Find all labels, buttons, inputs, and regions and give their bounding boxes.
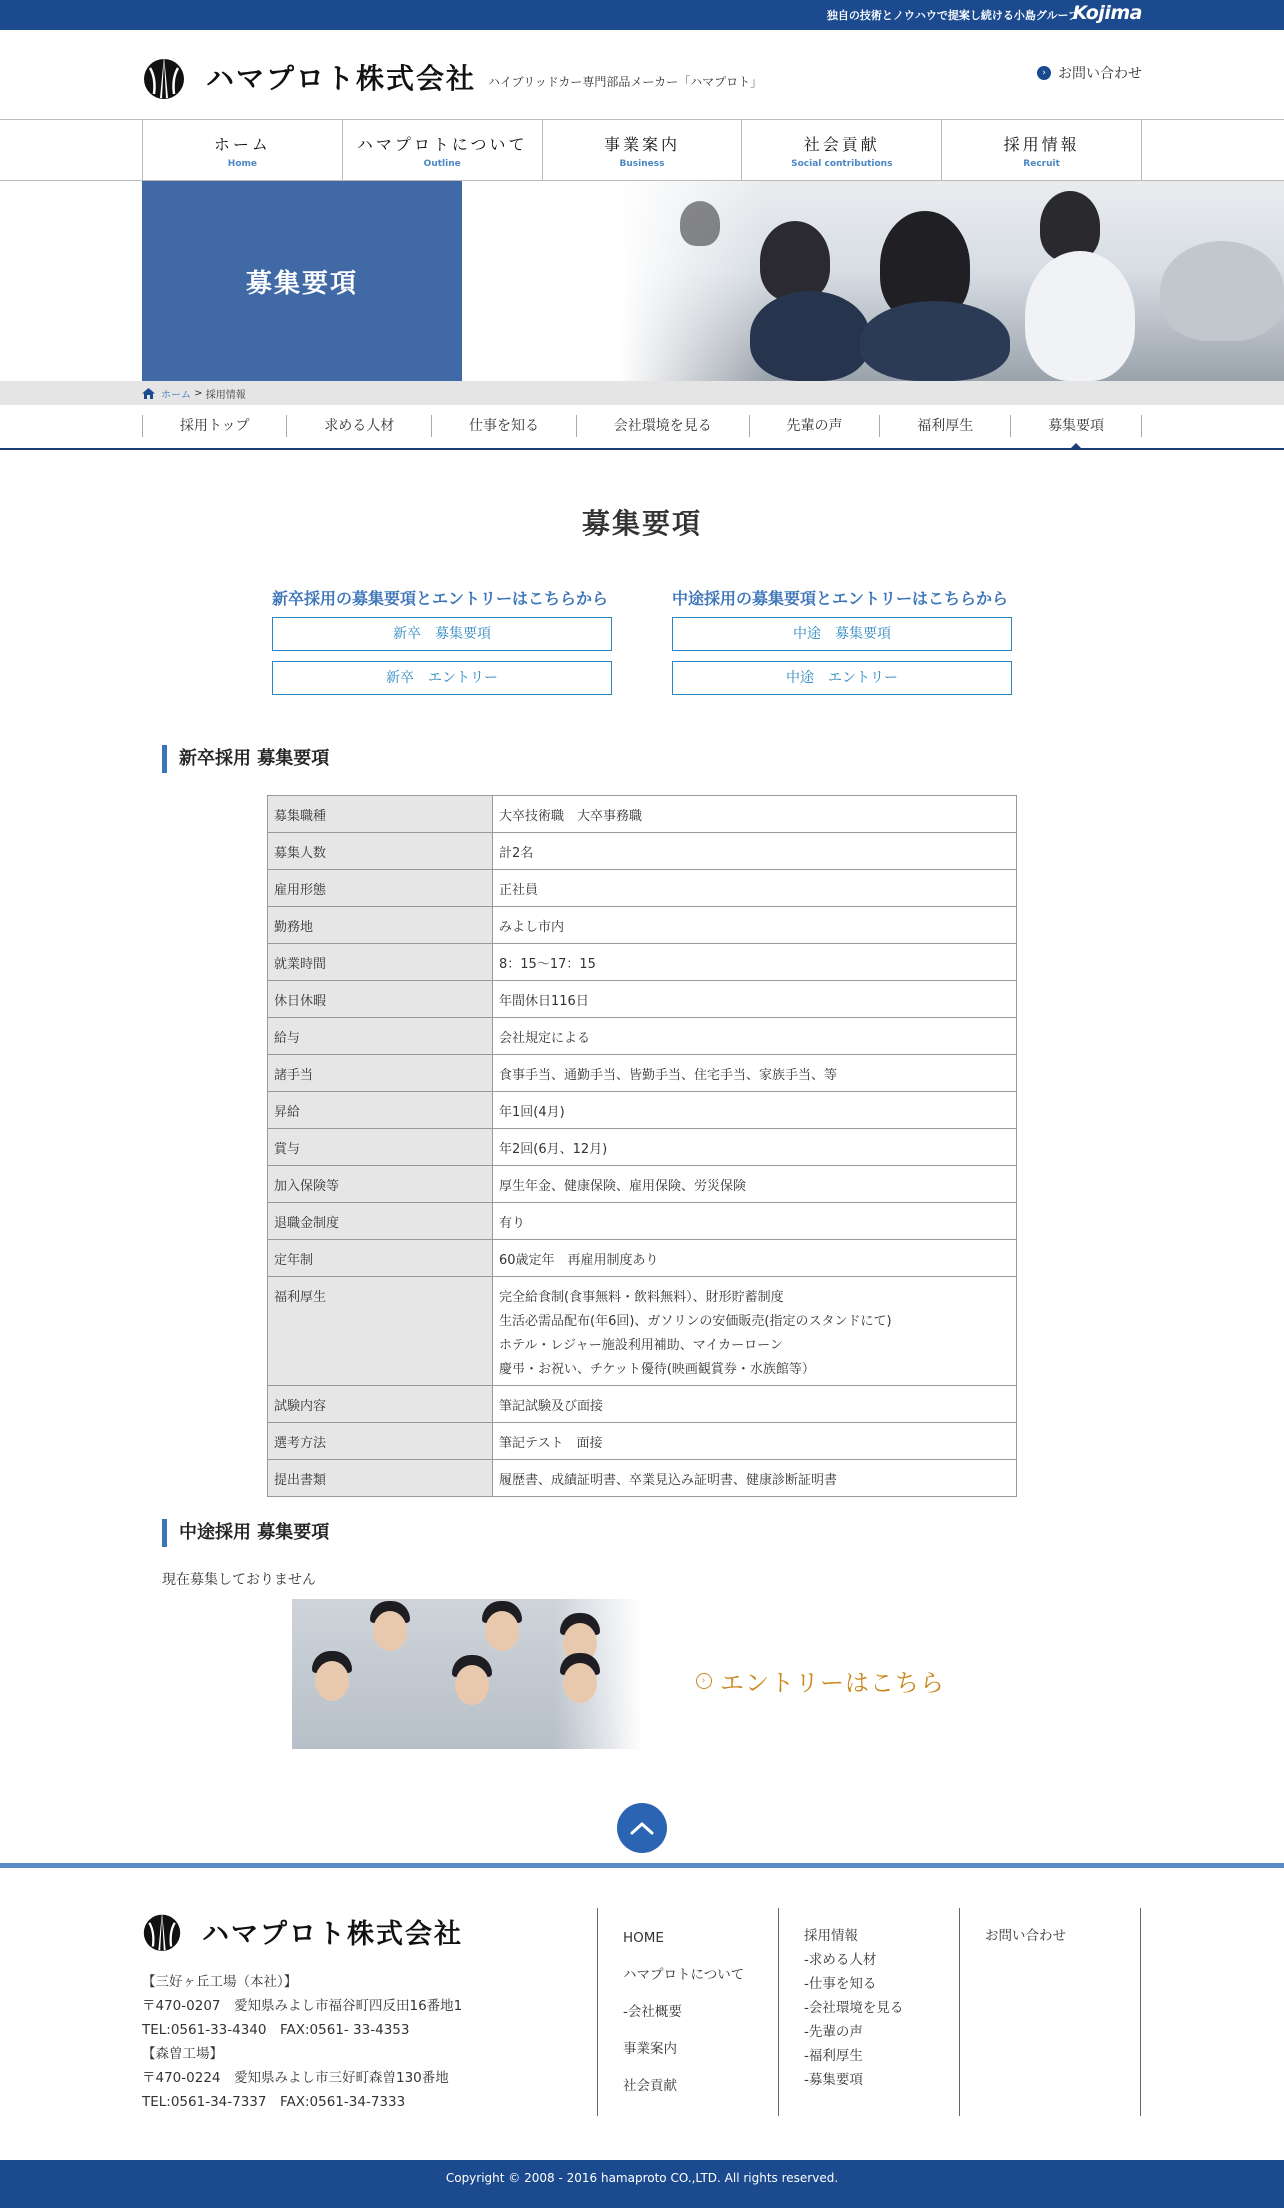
row-label: 試験内容: [268, 1386, 493, 1423]
table-row: [268, 944, 1017, 981]
new-grad-heading: 新卒採用の募集要項とエントリーはこちらから: [272, 589, 609, 608]
footer-link-social[interactable]: 社会貢献: [623, 2078, 677, 2094]
gnav-label: ハマプロトについて: [356, 135, 528, 154]
row-label: 募集人数: [268, 833, 493, 870]
global-nav: [0, 120, 1284, 181]
chevron-up-icon: [630, 1821, 654, 1835]
company-name: ハマプロト株式会社: [206, 62, 477, 95]
row-label: 勤務地: [268, 907, 493, 944]
row-value: 60歳定年 再雇用制度あり: [493, 1240, 1017, 1277]
mid-career-requirements-button[interactable]: 中途 募集要項: [672, 617, 1012, 651]
new-grad-requirements-button[interactable]: 新卒 募集要項: [272, 617, 612, 651]
company-emblem-icon: [142, 54, 186, 100]
gnav-label: 事業案内: [603, 135, 680, 154]
table-row: [268, 1460, 1017, 1497]
entry-links: [0, 586, 1284, 705]
site-header: [0, 30, 1284, 120]
row-label: 雇用形態: [268, 870, 493, 907]
footer-link-about[interactable]: ハマプロトについて: [623, 1967, 745, 1983]
row-label: 給与: [268, 1018, 493, 1055]
row-value: 8：15～17：15: [493, 944, 1017, 981]
row-value: みよし市内: [493, 907, 1017, 944]
address-line: 〒470-0207 愛知県みよし市福谷町四反田16番地1: [142, 1998, 463, 2014]
row-label: 提出書類: [268, 1460, 493, 1497]
table-row: [268, 1166, 1017, 1203]
mid-career-section-title: 中途採用 募集要項: [162, 1519, 1284, 1547]
address-line: 【森曽工場】: [142, 2046, 223, 2062]
welfare-line: ホテル・レジャー施設利用補助、マイカーローン: [499, 1338, 783, 1353]
address-line: TEL:0561-33-4340 FAX:0561- 33-4353: [142, 2022, 410, 2038]
row-label: 諸手当: [268, 1055, 493, 1092]
gnav-sublabel: Outline: [423, 159, 461, 169]
table-row: [268, 1203, 1017, 1240]
row-value: 筆記試験及び面接: [493, 1386, 1017, 1423]
gnav-item-business[interactable]: [543, 120, 743, 180]
company-description: ハイブリッドカー専門部品メーカー「ハマプロト」: [488, 74, 763, 89]
row-value: 有り: [493, 1203, 1017, 1240]
footer-col-1: [597, 1908, 778, 2116]
employees-photo: [292, 1599, 642, 1749]
gnav-sublabel: Recruit: [1023, 159, 1060, 169]
row-value: 厚生年金、健康保険、雇用保険、労災保険: [493, 1166, 1017, 1203]
contact-label: お問い合わせ: [1058, 66, 1142, 82]
breadcrumb-home-link[interactable]: ホーム: [161, 389, 191, 401]
row-label: 休日休暇: [268, 981, 493, 1018]
row-value: 筆記テスト 面接: [493, 1423, 1017, 1460]
entry-cta-label: エントリーはこちら: [720, 1669, 945, 1697]
breadcrumb-separator: >: [191, 387, 206, 399]
new-grad-entry-button[interactable]: 新卒 エントリー: [272, 661, 612, 695]
welfare-line: 慶弔・お祝い、チケット優待(映画観賞券・水族館等）: [499, 1362, 815, 1377]
footer-link-company-profile[interactable]: -会社概要: [623, 2004, 682, 2020]
no-recruit-message: 現在募集しておりません: [162, 1572, 316, 1588]
row-value: 大卒技術職 大卒事務職: [493, 796, 1017, 833]
row-value: 計2名: [493, 833, 1017, 870]
row-label: 定年制: [268, 1240, 493, 1277]
gnav-item-home[interactable]: [143, 120, 343, 180]
brand[interactable]: [142, 54, 762, 100]
requirements-table: [267, 795, 1017, 1497]
row-value: 年1回(4月): [493, 1092, 1017, 1129]
new-grad-section-title: 新卒採用 募集要項: [162, 745, 1284, 773]
breadcrumb: [0, 381, 1284, 405]
welfare-line: 完全給食制(食事無料・飲料無料）、財形貯蓄制度: [499, 1290, 784, 1305]
hero-photo: [620, 181, 1284, 381]
recruit-sub-nav: [0, 405, 1284, 450]
row-label: 福利厚生: [268, 1277, 493, 1386]
row-label: 加入保険等: [268, 1166, 493, 1203]
subnav-item-ideal-candidate[interactable]: 求める人材: [286, 415, 431, 437]
footer-link-seniors-voice[interactable]: -先輩の声: [804, 2024, 863, 2040]
footer-link-business[interactable]: 事業案内: [623, 2041, 677, 2057]
subnav-item-seniors-voice[interactable]: 先輩の声: [749, 415, 880, 437]
row-label: 賞与: [268, 1129, 493, 1166]
table-row: [268, 870, 1017, 907]
entry-cta[interactable]: [696, 1663, 945, 1698]
table-row: [268, 796, 1017, 833]
address-line: 【三好ヶ丘工場（本社）】: [142, 1974, 298, 1990]
mid-career-heading: 中途採用の募集要項とエントリーはこちらから: [672, 589, 1009, 608]
footer-link-contact[interactable]: お問い合わせ: [985, 1928, 1066, 1944]
mid-career-entry-button[interactable]: 中途 エントリー: [672, 661, 1012, 695]
row-label: 退職金制度: [268, 1203, 493, 1240]
row-label: 就業時間: [268, 944, 493, 981]
footer-link-job[interactable]: -仕事を知る: [804, 1976, 877, 1992]
footer-col-4: [1140, 1908, 1284, 2116]
address-line: 〒470-0224 愛知県みよし市三好町森曽130番地: [142, 2070, 449, 2086]
table-row: [268, 1092, 1017, 1129]
row-label: 募集職種: [268, 796, 493, 833]
table-row: [268, 1240, 1017, 1277]
subnav-item-job[interactable]: 仕事を知る: [431, 415, 576, 437]
group-slogan: 独自の技術とノウハウで提案し続ける小島グループ: [826, 9, 1079, 22]
hero-title: 募集要項: [245, 268, 358, 299]
gnav-item-social[interactable]: [742, 120, 942, 180]
new-grad-entry: [272, 586, 612, 705]
footer-sitemap: [597, 1908, 1284, 2116]
row-value: 食事手当、通勤手当、皆勤手当、住宅手当、家族手当、等: [493, 1055, 1017, 1092]
gnav-item-recruit[interactable]: [942, 120, 1142, 180]
table-row: [268, 981, 1017, 1018]
row-value: 正社員: [493, 870, 1017, 907]
footer-address: [142, 1970, 462, 2114]
home-icon: [142, 388, 155, 399]
welfare-line: 生活必需品配布(年6回)、ガソリンの安価販売(指定のスタンドにて): [499, 1314, 892, 1329]
chevron-right-icon: ›: [696, 1673, 712, 1689]
main-content: [0, 502, 1284, 1749]
subnav-item-environment[interactable]: 会社環境を見る: [576, 415, 749, 437]
footer-link-welfare[interactable]: -福利厚生: [804, 2048, 863, 2064]
hero-title-box: [142, 181, 462, 381]
hero-banner: [0, 181, 1284, 381]
subnav-item-top[interactable]: 採用トップ: [142, 415, 286, 437]
gnav-sublabel: Home: [227, 159, 257, 169]
footer-link-recruit[interactable]: 採用情報: [804, 1928, 858, 1944]
row-value: [493, 1277, 1017, 1386]
footer-col-3: [959, 1908, 1140, 2116]
table-row: [268, 1277, 1017, 1386]
top-bar: [0, 0, 1284, 30]
footer-link-home[interactable]: HOME: [623, 1930, 664, 1946]
mid-career-entry: [672, 586, 1012, 705]
footer-brand[interactable]: [142, 1910, 463, 1952]
table-row: [268, 1018, 1017, 1055]
gnav-label: 採用情報: [1003, 135, 1080, 154]
footer-col-2: [778, 1908, 959, 2116]
gnav-item-outline[interactable]: [343, 120, 543, 180]
page-top-button[interactable]: [617, 1803, 667, 1853]
gnav-label: ホーム: [213, 135, 271, 154]
address-line: TEL:0561-34-7337 FAX:0561-34-7333: [142, 2094, 406, 2110]
footer-company-name: ハマプロト株式会社: [202, 1918, 463, 1950]
table-row: [268, 1423, 1017, 1460]
page-title: 募集要項: [581, 507, 702, 540]
table-row: [268, 907, 1017, 944]
gnav-sublabel: Business: [619, 159, 665, 169]
subnav-item-welfare[interactable]: 福利厚生: [879, 415, 1010, 437]
row-label: 昇給: [268, 1092, 493, 1129]
table-row: [268, 1386, 1017, 1423]
row-value: 会社規定による: [493, 1018, 1017, 1055]
table-row: [268, 833, 1017, 870]
breadcrumb-current: 採用情報: [205, 389, 246, 401]
copyright: Copyright © 2008 - 2016 hamaproto CO.,LTD. All rights reserved.: [0, 2160, 1284, 2208]
subnav-item-requirements[interactable]: 募集要項: [1010, 415, 1142, 437]
table-row: [268, 1129, 1017, 1166]
row-label: 選考方法: [268, 1423, 493, 1460]
row-value: 履歴書、成績証明書、卒業見込み証明書、健康診断証明書: [493, 1460, 1017, 1497]
footer-link-requirements[interactable]: -募集要項: [804, 2072, 863, 2088]
entry-banner[interactable]: [292, 1599, 992, 1749]
kojima-logo[interactable]: Kojima: [1072, 2, 1142, 24]
row-value: 年2回(6月、12月): [493, 1129, 1017, 1166]
chevron-right-icon: ›: [1037, 66, 1051, 80]
footer-link-environment[interactable]: -会社環境を見る: [804, 2000, 904, 2016]
row-value: 年間休日116日: [493, 981, 1017, 1018]
footer-link-ideal-candidate[interactable]: -求める人材: [804, 1952, 877, 1968]
site-footer: [0, 1868, 1284, 2160]
gnav-label: 社会貢献: [803, 135, 880, 154]
contact-link[interactable]: [1037, 63, 1142, 83]
gnav-sublabel: Social contributions: [791, 159, 893, 169]
company-emblem-icon: [142, 1910, 182, 1952]
table-row: [268, 1055, 1017, 1092]
